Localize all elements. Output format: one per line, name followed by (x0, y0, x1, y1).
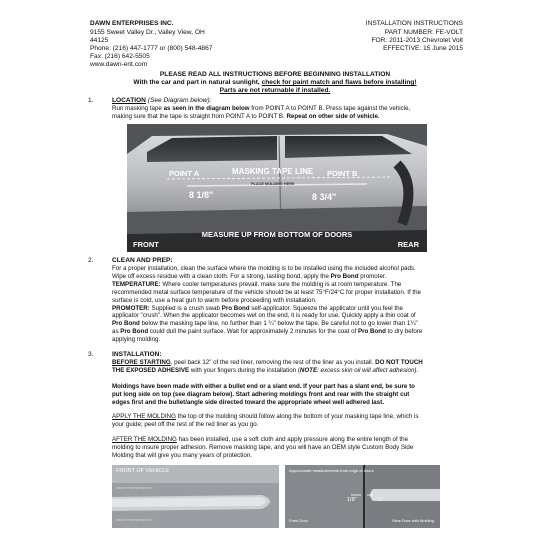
masking-tape-line-label: MASKING TAPE LINE (232, 167, 314, 176)
front-of-vehicle-label: FRONT OF VEHICLE (116, 468, 170, 474)
after-line-3: Molding that will give you many years of protection. (112, 451, 252, 459)
moldings-line-1: Moldings have been made with either a bullet end or a slant end. If your part has a slant end, be sure to (112, 383, 415, 390)
step-1-line-2: making sure that the tape is straight from POINT A to POINT B. Repeat on other side of vehicle. (112, 112, 380, 120)
point-b-label: POINT B (327, 169, 358, 178)
rear-door-label: Rear Door with Molding (392, 518, 434, 523)
apply-line-1: APPLY THE MOLDING the top of the molding should follow along the bottom of your masking tape line, which is (112, 413, 419, 420)
step-3-title: INSTALLATION: (112, 351, 162, 358)
step-2-line-1: For a proper installation, clean the surface where the molding is to be installed using the included alcohol pads. (112, 265, 416, 272)
point-a-label: POINT A (169, 169, 200, 178)
vehicle-fitment: FOR: 2011-2013 Chevrolet Volt (371, 37, 463, 44)
watermark-left-1: dawn enterprises inc. (116, 485, 154, 490)
front-label: FRONT (133, 240, 159, 249)
front-door-label: Front Door (289, 518, 309, 523)
gap-measurement-1: 1/8" (347, 497, 357, 503)
step-1-text (112, 105, 492, 121)
step-2-line-10: applying molding. (112, 336, 161, 344)
step-2-text (112, 265, 472, 344)
after-line-1: AFTER THE MOLDING has been installed, use a soft cloth and apply pressure along the entire length of the (112, 436, 409, 443)
measure-note: MEASURE UP FROM BOTTOM OF DOORS (201, 230, 353, 239)
step-3-after (112, 436, 472, 460)
approx-measurements-caption: Approximate measurements from edge of doors (289, 468, 374, 473)
step-1-subtitle: (See Diagram below): (145, 97, 212, 104)
step-2-line-8: Pro Bond below the masking tape line, no further than 1 ¼" below the tape. Be careful not to go lower than 1¼" (112, 320, 418, 328)
front-measurement: 8 1/8" (189, 190, 214, 200)
step-3-apply (112, 413, 472, 429)
effective-date: EFFECTIVE: 15 June 2015 (383, 45, 463, 52)
fax-number: Fax: (216) 642-5505 (90, 53, 150, 60)
step-3-intro (112, 359, 472, 375)
after-line-2: molding to insure proper adhesion. Remove masking tape, and you will have an OEM style Custom Body Side (112, 443, 414, 451)
step-2-line-3: TEMPERATURE: Where cooler temperatures prevail, make sure the molding is at room temperature. The (112, 280, 402, 288)
front-of-vehicle-photo (112, 465, 279, 528)
apply-line-2: your guide; peel off the rest of the red liner as you go. (112, 420, 259, 428)
notice-not-returnable: Parts are not returnable if installed. (219, 87, 331, 94)
car-side-diagram (127, 124, 427, 252)
step-2-line-6: PROMOTER: Supplied is a crush swab Pro Bond self-applicator. Squeeze the applicator until you feel the (112, 304, 403, 312)
gap-measurement-2: ¼" (377, 497, 384, 503)
address-line-2: 44125 (90, 37, 109, 44)
notice-check-text: check for paint match and flaws before installing! (261, 79, 417, 86)
step-2-line-7: applicator "crush". When the applicator becomes wet on the end, it is ready for use. Quickly apply a thin coat of (112, 312, 416, 320)
website: www.dawn-ent.com (90, 61, 148, 68)
step-1-line-1: Run masking tape as seen in the diagram below from POINT A to POINT B. Press tape against the vehicle, (112, 105, 411, 112)
step-1-title: LOCATION (112, 97, 146, 104)
step-1-heading (112, 97, 212, 105)
moldings-line-3: edges first and the bullet/angle side directed toward the appropriate wheel well adhered last. (112, 398, 384, 406)
doc-title: INSTALLATION INSTRUCTIONS (365, 20, 463, 27)
rear-measurement: 8 3/4" (312, 192, 337, 202)
door-gap-photo (285, 465, 440, 528)
notice-paint-match (0, 79, 550, 87)
notice-sunlight-text: With the car and part in natural sunlight, (133, 79, 262, 86)
phone-number: Phone: (216) 447-1777 or (800) 548-4867 (90, 45, 213, 52)
step-2-title: CLEAN AND PREP: (112, 257, 173, 264)
step-3-line-1: BEFORE STARTING, peel back 12" of the red liner, removing the rest of the liner as you install. DO NOT TOUCH (112, 359, 423, 366)
moldings-line-2: put long side on top (see diagram below). Start adhering moldings front and rear with the straight cut (112, 390, 410, 398)
watermark-left-2: dawn enterprises inc. (116, 517, 154, 522)
step-2-line-9: as Pro Bond could dull the paint surface. Wait for approximately 2 minutes for the coat of Pro Bond to dry before (112, 328, 423, 336)
rear-label: REAR (397, 240, 419, 249)
step-2-line-2: Wipe off excess residue with a clean cloth. For a strong, lasting bond, apply the Pro Bond promoter. (112, 272, 387, 280)
company-name: DAWN ENTERPRISES INC. (90, 20, 174, 27)
step-1-number: 1. (88, 97, 94, 104)
step-3-moldings-note (112, 383, 472, 407)
address-line-1: 9155 Sweet Valley Dr., Valley View, OH (90, 29, 205, 36)
notice-read-all: PLEASE READ ALL INSTRUCTIONS BEFORE BEGINNING INSTALLATION (159, 71, 391, 78)
step-3-number: 3. (88, 351, 94, 358)
step-2-number: 2. (88, 257, 94, 264)
place-molding-here-label: PLACE MOLDING HERE (251, 182, 295, 186)
step-3-line-2: THE EXPOSED ADHESIVE with your fingers during the installation (NOTE: excess skin oil will affect adhesion). (112, 366, 419, 374)
step-2-line-4: recommended metal surface temperature of the vehicle should be at least 75°F/24°C for proper installation. If the (112, 288, 421, 296)
part-number: PART NUMBER: FE-VOLT (384, 29, 463, 36)
step-2-line-5: surface is cold, use a heat gun to warm before proceeding with installation. (112, 296, 317, 304)
